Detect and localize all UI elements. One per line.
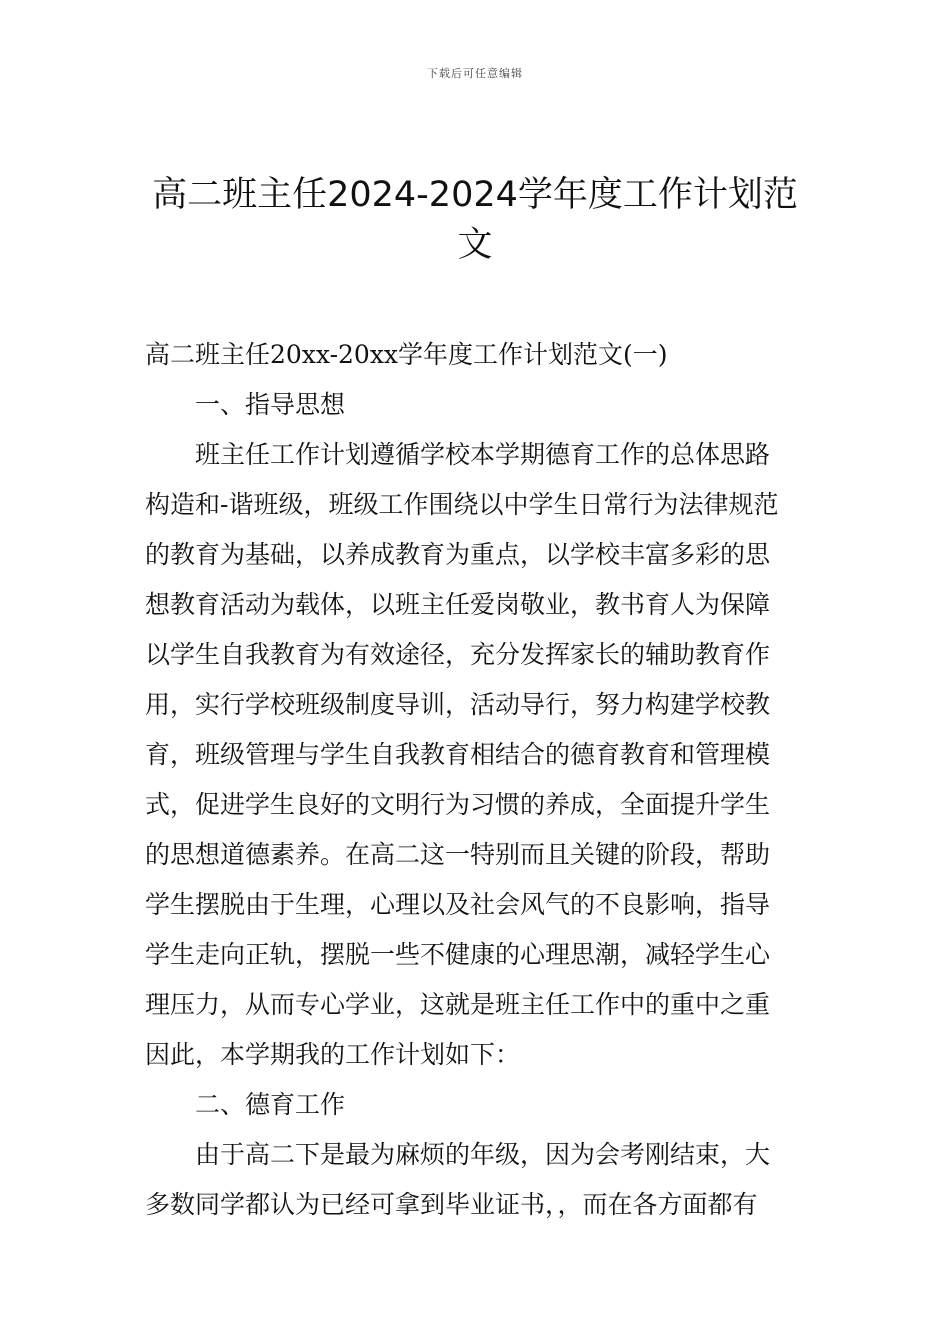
paragraph-line: 学生走向正轨，摆脱一些不健康的心理思潮，减轻学生心 xyxy=(145,940,771,969)
paragraph-line: 理压力，从而专心学业，这就是班主任工作中的重中之重 xyxy=(145,990,771,1019)
document-title xyxy=(140,170,810,270)
paragraph-line: 的教育为基础，以养成教育为重点，以学校丰富多彩的思 xyxy=(145,540,771,569)
paragraph-line: 的思想道德素养。在高二这一特别而且关键的阶段，帮助 xyxy=(145,840,771,869)
subtitle: 高二班主任20xx-20xx学年度工作计划范文(一) xyxy=(145,340,668,369)
paragraph-line: 由于高二下是最为麻烦的年级，因为会考刚结束，大 xyxy=(195,1140,771,1169)
section-heading-guiding-ideology: 一、指导思想 xyxy=(195,390,346,419)
title-line-2: 文 xyxy=(457,225,493,265)
header-note: 下载后可任意编辑 xyxy=(427,67,523,80)
paragraph-line: 用，实行学校班级制度导训，活动导行，努力构建学校教 xyxy=(145,690,771,719)
paragraph-guiding-ideology xyxy=(145,430,810,1080)
paragraph-line: 因此，本学期我的工作计划如下： xyxy=(145,1040,521,1069)
paragraph-line: 多数同学都认为已经可拿到毕业证书，，而在各方面都有 xyxy=(145,1190,758,1219)
paragraph-moral-education xyxy=(145,1130,810,1230)
section-heading-moral-education: 二、德育工作 xyxy=(195,1090,346,1119)
paragraph-line: 班主任工作计划遵循学校本学期德育工作的总体思路 xyxy=(195,440,771,469)
title-line-1: 高二班主任2024-2024学年度工作计划范 xyxy=(152,175,798,215)
document-body xyxy=(145,330,810,1230)
paragraph-line: 学生摆脱由于生理，心理以及社会风气的不良影响，指导 xyxy=(145,890,771,919)
paragraph-line: 想教育活动为载体，以班主任爱岗敬业，教书育人为保障 xyxy=(145,590,771,619)
paragraph-line: 育，班级管理与学生自我教育相结合的德育教育和管理模 xyxy=(145,740,771,769)
paragraph-line: 式，促进学生良好的文明行为习惯的养成，全面提升学生 xyxy=(145,790,771,819)
paragraph-line: 构造和-谐班级，班级工作围绕以中学生日常行为法律规范 xyxy=(145,490,779,519)
paragraph-line: 以学生自我教育为有效途径，充分发挥家长的辅助教育作 xyxy=(145,640,771,669)
